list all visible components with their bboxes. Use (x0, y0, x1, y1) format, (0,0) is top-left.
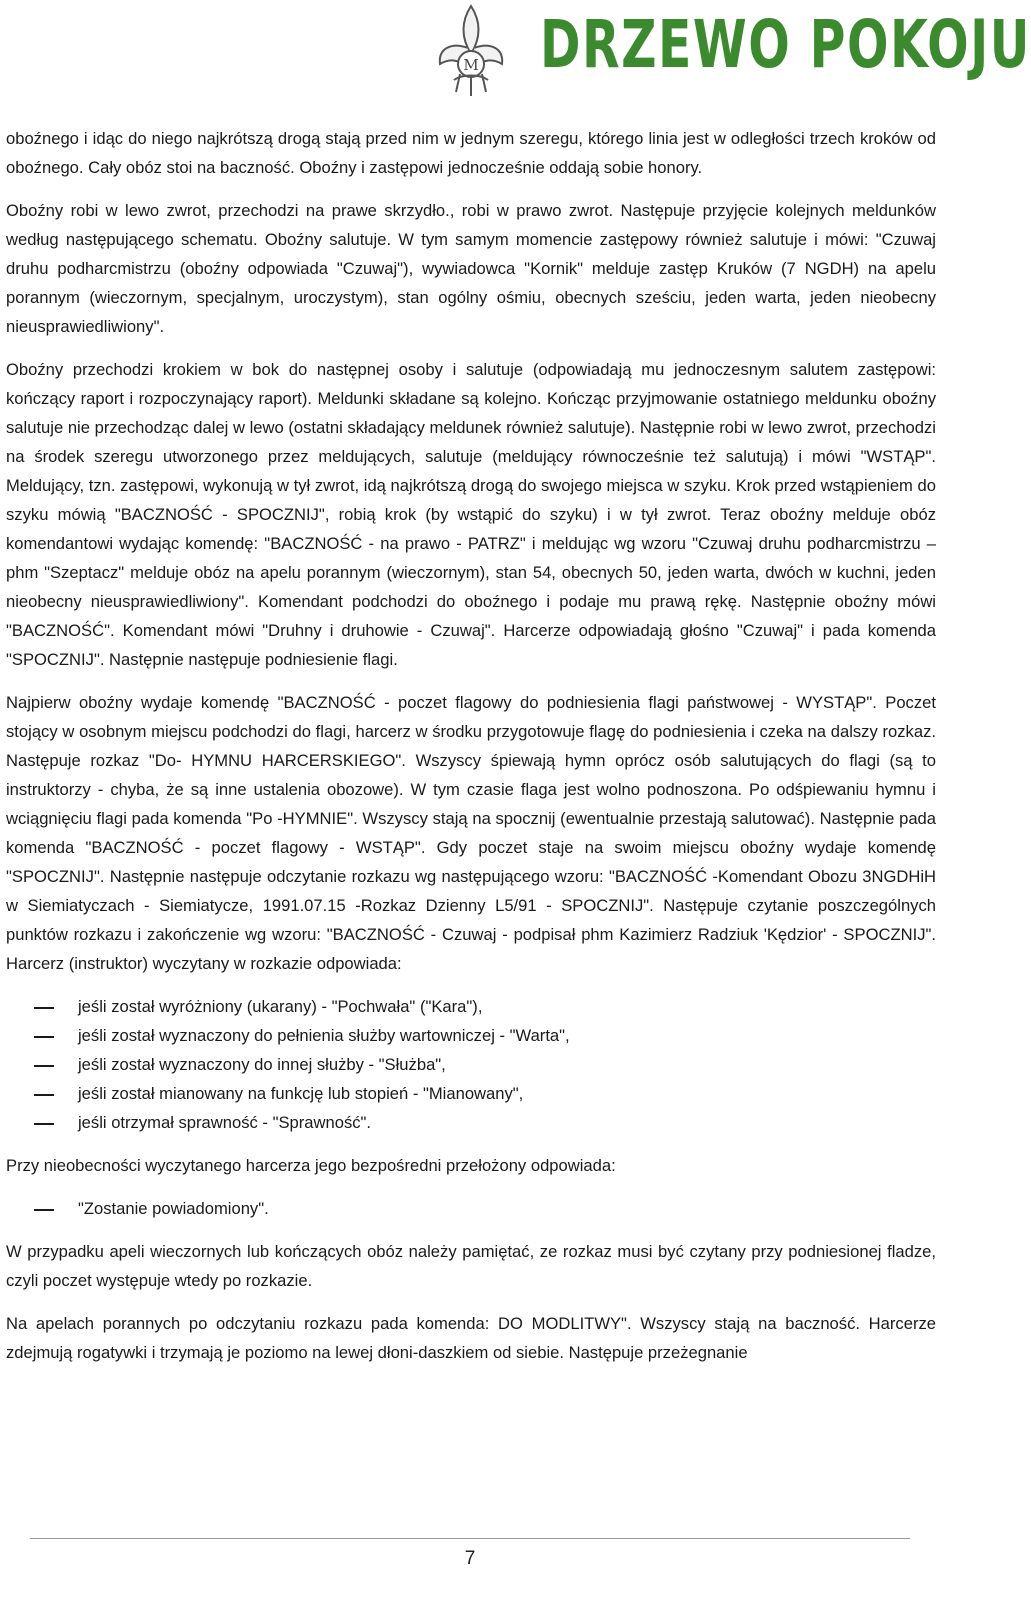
logo-monogram: M (463, 56, 479, 74)
list-item (6, 992, 936, 1021)
footer-divider (30, 1538, 910, 1539)
dash-bullet-icon (34, 1036, 54, 1038)
response-list (6, 992, 936, 1137)
paragraph: Oboźny przechodzi krokiem w bok do następnej osoby i salutuje (odpowiadają mu jednoczesnym salutem zastępowi: kończący raport i rozpoczynający raport). Meldunki składane są kolejno. Kończąc przyjmowanie ostatniego meldunku oboźny salutuje nie przechodząc dalej w lewo (ostatni składający meldunek również salutuje). Następnie robi w lewo zwrot, przechodzi na środek szeregu utworzonego przez meldujących, salutuje (meldujący równocześnie też salutują) i mówi "WSTĄP". Meldujący, tzn. zastępowi, wykonują w tył zwrot, idą najkrótszą drogą do swojego miejsca w szyku. Krok przed wstąpieniem do szyku mówią "BACZNOŚĆ - SPOCZNIJ", robią krok (by wstąpić do szyku) i w tył zwrot. Teraz oboźny melduje obóz komendantowi wydając komendę: "BACZNOŚĆ - na prawo - PATRZ" i meldując wg wzoru "Czuwaj druhu podharcmistrzu – phm "Szeptacz" melduje obóz na apelu porannym (wieczornym), stan 54, obecnych 50, jeden warta, dwóch w kuchni, jeden nieobecny nieusprawiedliwiony". Komendant podchodzi do oboźnego i podaje mu prawą rękę. Następnie oboźny mówi "BACZNOŚĆ". Komendant mówi "Druhny i druhowie - Czuwaj". Harcerze odpowiadają głośno "Czuwaj" i pada komenda "SPOCZNIJ". Następnie następuje podniesienie flagi. (6, 360, 936, 669)
document-body (6, 124, 936, 1381)
paragraph: Oboźny robi w lewo zwrot, przechodzi na prawe skrzydło., robi w prawo zwrot. Następuje przyjęcie kolejnych meldunków według następującego schematu. Oboźny salutuje. W tym samym momencie zastępowy również salutuje i mówi: "Czuwaj druhu podharcmistrzu (oboźny odpowiada "Czuwaj"), wywiadowca "Kornik" melduje zastęp Kruków (7 NGDH) na apelu porannym (wieczornym, specjalnym, uroczystym), stan ogólny ośmiu, obecnych sześciu, jeden warta, jeden nieobecny nieusprawiedliwiony". (6, 201, 936, 336)
paragraph: W przypadku apeli wieczornych lub kończących obóz należy pamiętać, ze rozkaz musi być czytany przy podniesionej fladze, czyli poczet występuje wtedy po rozkazie. (6, 1242, 936, 1290)
paragraph: Przy nieobecności wyczytanego harcerza jego bezpośredni przełożony odpowiada: (6, 1156, 616, 1175)
paragraph: Najpierw oboźny wydaje komendę "BACZNOŚĆ - poczet flagowy do podniesienia flagi państwowej - WYSTĄP". Poczet stojący w osobnym miejscu podchodzi do flagi, harcerz w środku przygotowuje flagę do podniesienia i czeka na dalszy rozkaz. Następuje rozkaz "Do- HYMNU HARCERSKIEGO". Wszyscy śpiewają hymn oprócz osób salutujących do flagi (są to instruktorzy - chyba, że są inne ustalenia obozowe). W tym czasie flaga jest wolno podnoszona. Po odśpiewaniu hymnu i wciągnięciu flagi pada komenda "Po -HYMNIE". Wszyscy stają na spocznij (ewentualnie przestają salutować). Następnie pada komenda "BACZNOŚĆ - poczet flagowy - WSTĄP". Gdy poczet staje na swoim miejscu oboźny wydaje komendę "SPOCZNIJ". Następnie następuje odczytanie rozkazu wg następującego wzoru: "BACZNOŚĆ -Komendant Obozu 3NGDHiH w Siemiatyczach - Siemiatycze, 1991.07.15 -Rozkaz Dzienny L5/91 - SPOCZNIJ". Następuje czytanie poszczególnych punktów rozkazu i zakończenie wg wzoru: "BACZNOŚĆ - Czuwaj - podpisał phm Kazimierz Radziuk 'Kędzior' - SPOCZNIJ". Harcerz (instruktor) wyczytany w rozkazie odpowiada: (6, 693, 936, 973)
dash-bullet-icon (34, 1007, 54, 1009)
brand-title: DRZEWO POKOJU (540, 6, 1031, 83)
dash-bullet-icon (34, 1065, 54, 1067)
dash-bullet-icon (34, 1209, 54, 1211)
list-item-text: "Zostanie powiadomiony". (78, 1199, 269, 1218)
dash-bullet-icon (34, 1094, 54, 1096)
page-number: 7 (464, 1548, 476, 1569)
list-item (6, 1079, 936, 1108)
paragraph: oboźnego i idąc do niego najkrótszą drogą stają przed nim w jednym szeregu, którego linia jest w odległości trzech kroków od oboźnego. Cały obóz stoi na baczność. Oboźny i zastępowi jednocześnie oddają sobie honory. (6, 129, 936, 177)
list-item-text: jeśli został wyznaczony do pełnienia służby wartowniczej - "Warta", (78, 1026, 570, 1045)
dash-bullet-icon (34, 1123, 54, 1125)
list-item-text: jeśli został wyróżniony (ukarany) - "Pochwała" ("Kara"), (78, 997, 483, 1016)
list-item-text: jeśli został wyznaczony do innej służby - "Służba", (78, 1055, 446, 1074)
list-item (6, 1050, 936, 1079)
list-item (6, 1108, 936, 1137)
list-item (6, 1021, 936, 1050)
page-header (0, 0, 1031, 110)
scout-lily-logo-icon (432, 2, 510, 100)
paragraph: Na apelach porannych po odczytaniu rozkazu pada komenda: DO MODLITWY". Wszyscy stają na baczność. Harcerze zdejmują rogatywki i trzymają je poziomo na lewej dłoni-daszkiem od siebie. Następuje przeżegnanie (6, 1314, 936, 1362)
list-item-text: jeśli został mianowany na funkcję lub stopień - "Mianowany", (78, 1084, 524, 1103)
list-item (6, 1194, 936, 1223)
list-item-text: jeśli otrzymał sprawność - "Sprawność". (78, 1113, 372, 1132)
absent-response-list (6, 1194, 936, 1223)
